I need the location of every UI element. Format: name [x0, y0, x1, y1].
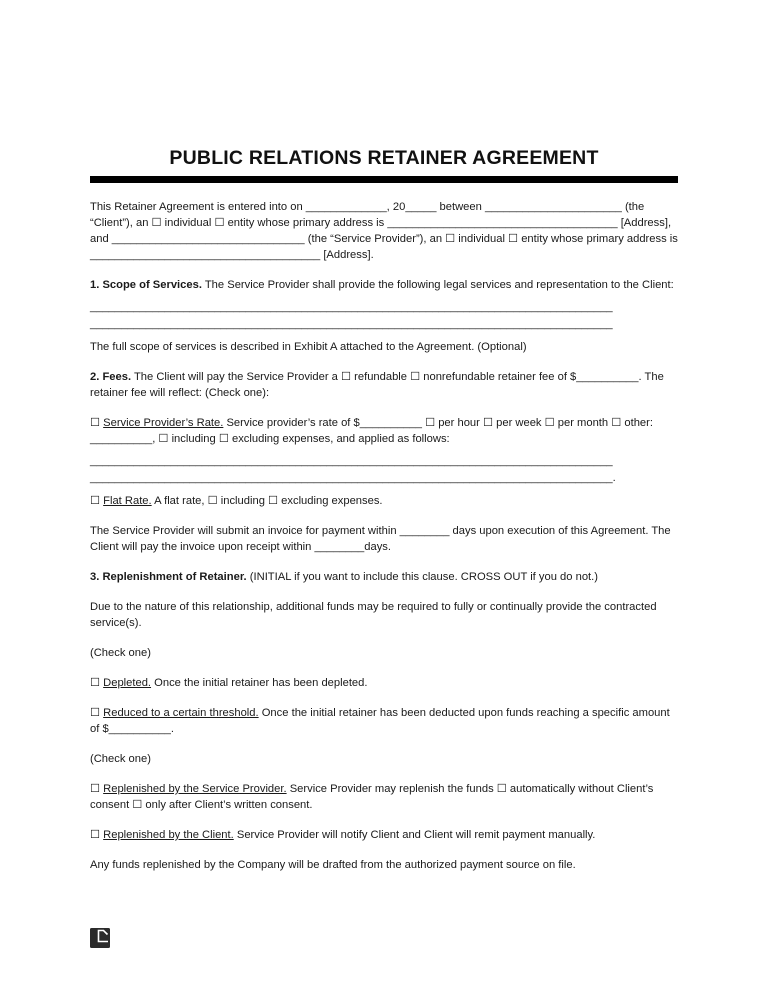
- scope-exhibit-note: The full scope of services is described in Exhibit A attached to the Agreement. (Optional): [90, 341, 527, 353]
- fees-section-paragraph: [90, 369, 678, 401]
- checkbox-flat-rate[interactable]: ☐: [90, 495, 101, 507]
- title-divider: [90, 176, 678, 183]
- option-label-service-providers-rate: Service Provider’s Rate.: [103, 417, 224, 429]
- write-in-line-segment: ____________________________________________________________________________________: [90, 472, 613, 484]
- checkbox-replenished-by-service-provider[interactable]: ☐: [90, 783, 101, 795]
- checkbox-depleted[interactable]: ☐: [90, 677, 101, 689]
- checkbox-service-providers-rate[interactable]: ☐: [90, 417, 101, 429]
- checkbox-reduced-threshold[interactable]: ☐: [90, 707, 101, 719]
- write-in-line: ____________________________________________________________________________________: [90, 301, 613, 313]
- option-text-service-providers-rate: Service provider’s rate of $__________ ☐ per hour ☐ per week ☐ per month ☐ other: __________, ☐ including ☐ excluding expenses, and applied as follows:: [90, 417, 653, 445]
- option-label-replenished-by-service-provider: Replenished by the Service Provider.: [103, 783, 287, 795]
- fees-write-in-area: [90, 453, 678, 487]
- check-one-label-1: (Check one): [90, 647, 151, 659]
- fees-heading: 2. Fees.: [90, 371, 132, 383]
- document-icon: [90, 928, 110, 948]
- option-depleted: [90, 675, 678, 691]
- option-replenished-by-client: [90, 827, 678, 843]
- option-text-reduced-threshold: Once the initial retainer has been deducted upon funds reaching a specific amount of $__________.: [90, 707, 670, 735]
- write-in-line: ____________________________________________________________________________________: [90, 455, 613, 467]
- option-reduced-threshold: [90, 705, 678, 737]
- scope-body: The Service Provider shall provide the following legal services and representation to the Client:: [204, 279, 674, 291]
- option-label-flat-rate: Flat Rate.: [103, 495, 152, 507]
- option-text-flat-rate: A flat rate, ☐ including ☐ excluding expenses.: [154, 495, 383, 507]
- line-end-period: .: [612, 472, 616, 484]
- replenishment-heading-note: (INITIAL if you want to include this clause. CROSS OUT if you do not.): [249, 571, 598, 583]
- option-text-replenished-by-service-provider: Service Provider may replenish the funds ☐ automatically without Client’s consent ☐ only after Client’s written consent.: [90, 783, 654, 811]
- company-replenish-note: Any funds replenished by the Company will be drafted from the authorized payment source on file.: [90, 859, 576, 871]
- option-label-replenished-by-client: Replenished by the Client.: [103, 829, 234, 841]
- option-service-providers-rate: [90, 415, 678, 447]
- legaltemplates-logo: [90, 928, 110, 948]
- document-title: PUBLIC RELATIONS RETAINER AGREEMENT: [169, 147, 599, 169]
- intro-paragraph: This Retainer Agreement is entered into on _____________, 20_____ between ______________________ (the “Client”), an ☐ individual ☐ entity whose primary address is _____________________________________ [Address], and _______________________________ (the “Service Provider”), an ☐ individual ☐ entity whose primary address is _____________________________________ [Address].: [90, 201, 678, 261]
- option-label-reduced-threshold: Reduced to a certain threshold.: [103, 707, 259, 719]
- scope-section-paragraph: [90, 277, 678, 293]
- option-label-depleted: Depleted.: [103, 677, 152, 689]
- write-in-line: ____________________________________________________________________________________: [90, 318, 613, 330]
- option-text-replenished-by-client: Service Provider will notify Client and Client will remit payment manually.: [236, 829, 596, 841]
- option-replenished-by-service-provider: [90, 781, 678, 813]
- replenishment-heading: 3. Replenishment of Retainer.: [90, 571, 247, 583]
- scope-write-in-area: [90, 299, 678, 333]
- checkbox-replenished-by-client[interactable]: ☐: [90, 829, 101, 841]
- replenishment-heading-paragraph: [90, 569, 678, 585]
- invoice-terms-paragraph: The Service Provider will submit an invoice for payment within ________ days upon execution of this Agreement. The Client will pay the invoice upon receipt within ________days.: [90, 525, 671, 553]
- replenishment-body-paragraph: Due to the nature of this relationship, additional funds may be required to fully or continually provide the contracted service(s).: [90, 601, 657, 629]
- fees-body: The Client will pay the Service Provider a ☐ refundable ☐ nonrefundable retainer fee of $__________. The retainer fee will reflect: (Check one):: [90, 371, 664, 399]
- check-one-label-2: (Check one): [90, 753, 151, 765]
- scope-heading: 1. Scope of Services.: [90, 279, 202, 291]
- option-text-depleted: Once the initial retainer has been depleted.: [154, 677, 368, 689]
- option-flat-rate: [90, 493, 678, 509]
- write-in-line: [90, 470, 678, 487]
